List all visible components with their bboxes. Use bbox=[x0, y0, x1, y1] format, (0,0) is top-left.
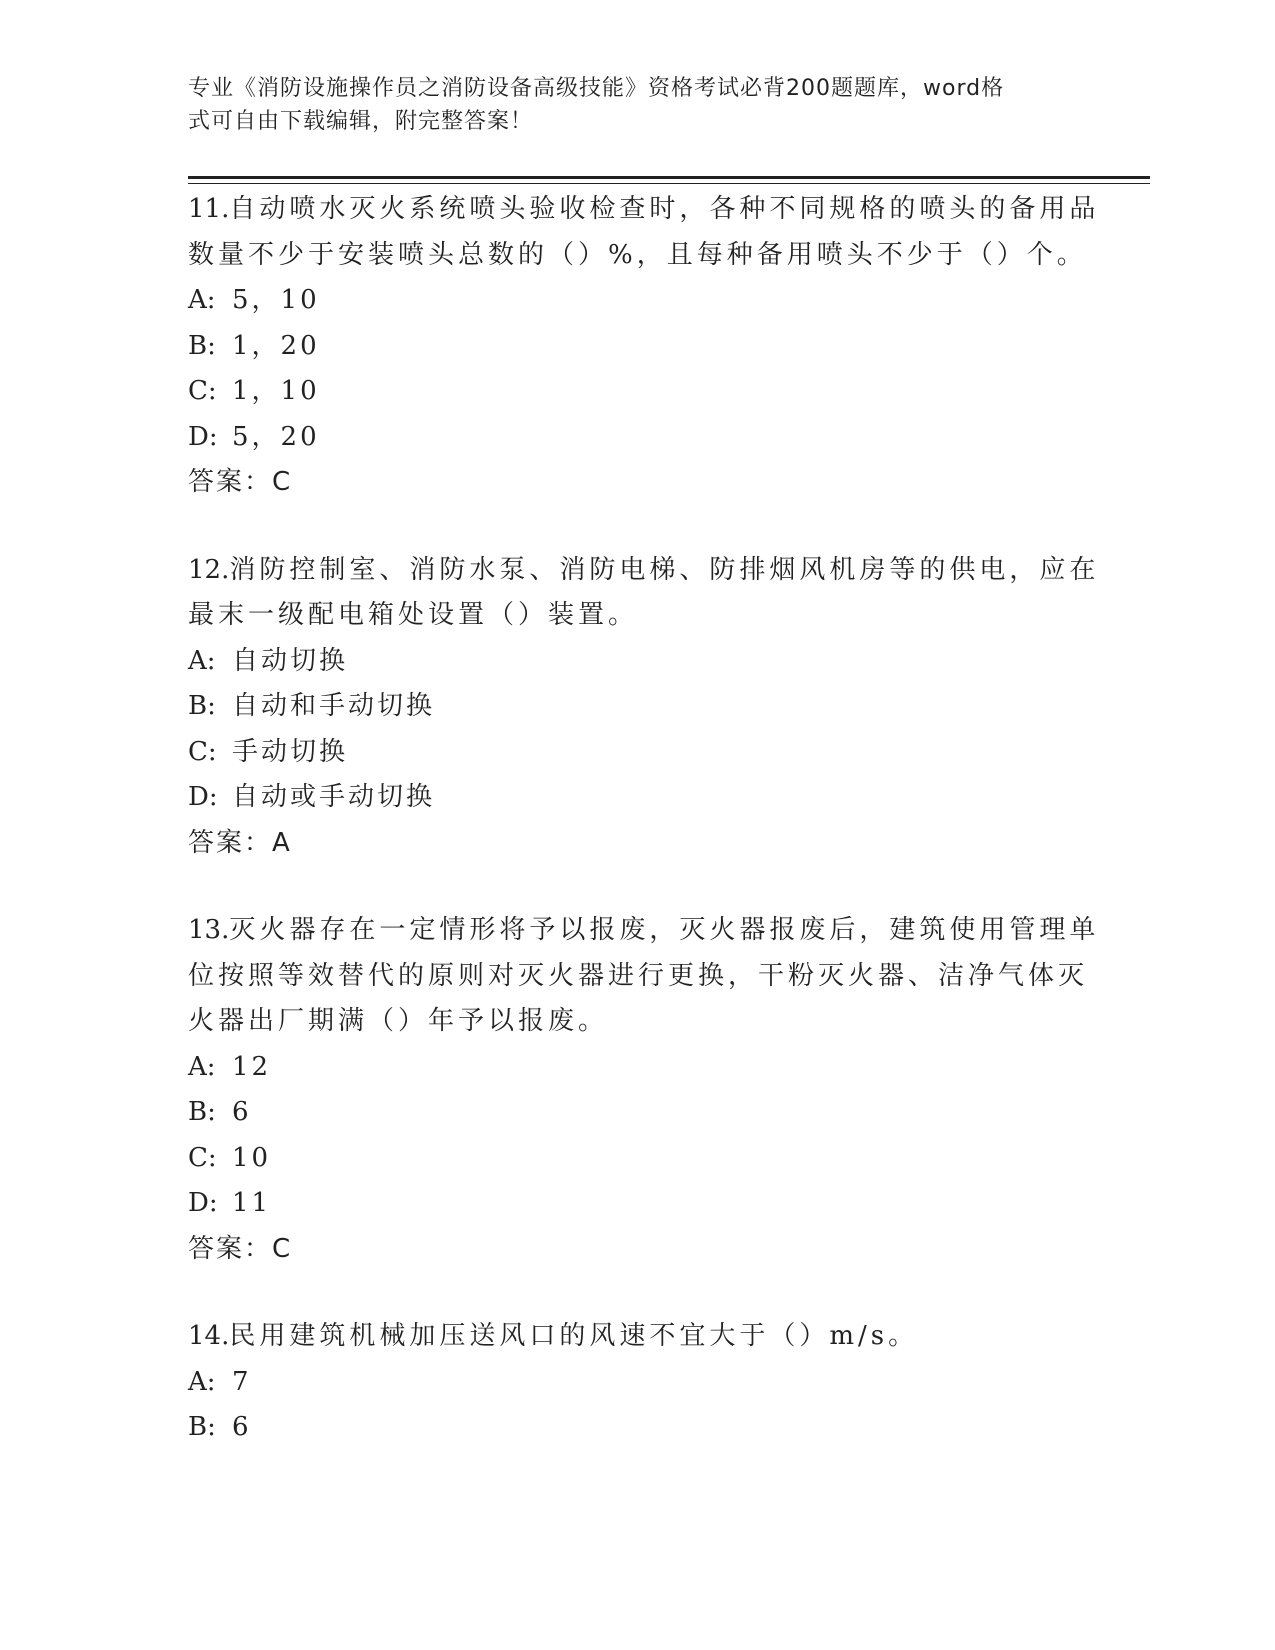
option-text: 11 bbox=[232, 1188, 272, 1218]
question-text-line bbox=[188, 187, 1100, 233]
option-key: C: bbox=[188, 1142, 217, 1173]
option-b bbox=[188, 1090, 1078, 1136]
document-header bbox=[188, 72, 1068, 138]
question-14 bbox=[188, 1314, 1078, 1451]
option-key: B: bbox=[188, 691, 216, 721]
option-key: D: bbox=[188, 782, 218, 812]
option-text: 12 bbox=[232, 1051, 272, 1082]
option-key: A: bbox=[188, 285, 216, 315]
option-c bbox=[188, 369, 1078, 415]
option-a bbox=[188, 1045, 1078, 1091]
option-key: D: bbox=[188, 1188, 218, 1218]
question-list bbox=[188, 187, 1100, 1493]
option-key: B: bbox=[188, 1097, 216, 1127]
option-text: 6 bbox=[232, 1412, 252, 1442]
option-b bbox=[188, 324, 1078, 370]
option-b bbox=[188, 684, 1078, 730]
option-key: A: bbox=[188, 1051, 216, 1082]
option-key: B: bbox=[188, 330, 216, 361]
option-d bbox=[188, 415, 1078, 461]
question-text-line: 火器出厂期满（）年予以报废。 bbox=[188, 1006, 609, 1036]
option-text: 自动或手动切换 bbox=[232, 782, 436, 812]
question-text-line: 最末一级配电箱处设置（）装置。 bbox=[188, 600, 639, 630]
header-line-1: 专业《消防设施操作员之消防设备高级技能》资格考试必背200题题库，word格 bbox=[188, 76, 1005, 101]
question-number: 13. bbox=[188, 915, 230, 945]
option-b bbox=[188, 1405, 1078, 1451]
option-text: 5，10 bbox=[232, 285, 320, 315]
option-c bbox=[188, 1136, 1078, 1182]
header-divider-thin bbox=[188, 183, 1150, 184]
option-key: C: bbox=[188, 376, 217, 406]
question-13 bbox=[188, 908, 1100, 1272]
question-number: 11. bbox=[188, 194, 230, 224]
option-text: 1，10 bbox=[232, 376, 320, 406]
option-text: 自动和手动切换 bbox=[232, 691, 436, 721]
question-text: 民用建筑机械加压送风口的风速不宜大于（）m/s。 bbox=[229, 1321, 919, 1351]
question-text-line: 数量不少于安装喷头总数的（）%，且每种备用喷头不少于（）个。 bbox=[188, 239, 1087, 270]
answer-line: 答案：C bbox=[188, 467, 293, 497]
option-a bbox=[188, 278, 1078, 324]
option-key: B: bbox=[188, 1412, 216, 1442]
option-a bbox=[188, 1360, 1078, 1406]
option-key: A: bbox=[188, 645, 216, 676]
option-key: D: bbox=[188, 421, 218, 452]
option-key: C: bbox=[188, 736, 217, 767]
answer-line: 答案：A bbox=[188, 827, 292, 858]
option-text: 5，20 bbox=[232, 421, 320, 452]
option-text: 1，20 bbox=[232, 330, 320, 361]
question-text-line bbox=[188, 1314, 1078, 1360]
question-number: 14. bbox=[188, 1321, 230, 1351]
option-text: 手动切换 bbox=[232, 736, 349, 767]
question-text-line bbox=[188, 908, 1100, 954]
question-text: 自动喷水灭火系统喷头验收检查时，各种不同规格的喷头的备用品 bbox=[229, 194, 1100, 224]
question-12 bbox=[188, 548, 1100, 867]
option-text: 10 bbox=[232, 1142, 272, 1173]
answer-line: 答案：C bbox=[188, 1233, 293, 1264]
option-d bbox=[188, 1181, 1078, 1227]
option-a bbox=[188, 639, 1078, 685]
option-c bbox=[188, 730, 1078, 776]
header-divider-thick bbox=[188, 176, 1150, 179]
option-text: 自动切换 bbox=[232, 645, 349, 676]
question-text: 灭火器存在一定情形将予以报废，灭火器报废后，建筑使用管理单 bbox=[229, 915, 1100, 945]
question-text: 消防控制室、消防水泵、消防电梯、防排烟风机房等的供电，应在 bbox=[229, 554, 1100, 585]
option-text: 6 bbox=[232, 1097, 252, 1127]
question-text-line bbox=[188, 548, 1100, 594]
question-11 bbox=[188, 187, 1100, 506]
header-line-2: 式可自由下载编辑，附完整答案！ bbox=[188, 109, 534, 134]
question-text-line: 位按照等效替代的原则对灭火器进行更换，干粉灭火器、洁净气体灭 bbox=[188, 960, 1089, 991]
option-key: A: bbox=[188, 1366, 216, 1397]
option-d bbox=[188, 775, 1078, 821]
option-text: 7 bbox=[232, 1366, 252, 1397]
question-number: 12. bbox=[188, 554, 230, 585]
